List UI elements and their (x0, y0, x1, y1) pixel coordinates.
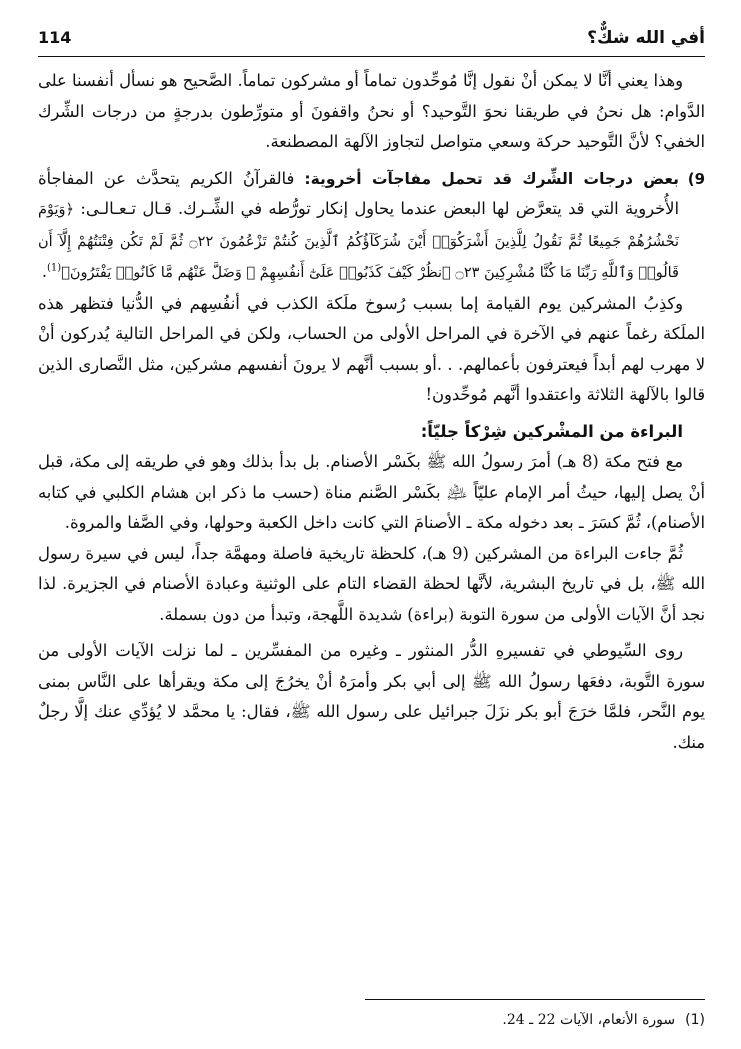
section-heading: البراءة من المشْركين شِرْكاً جليّاً: (420, 421, 683, 441)
item-9-lead: بعض درجات الشِّرك قد تحمل مفاجآت أخروية: (304, 169, 680, 188)
paragraph-suyuti: روى السِّيوطي في تفسيرهِ الدُّر المنثور ـ وغيره من المفسِّرين ـ لما نزلت الآيات الأولى من سورة التَّوبة، دفعَها رسولُ الله ﷺ إلى أبي بكر وأمرَهُ أنْ يخرُجَ إلى مكة ويقرأها على النَّاس بمنى يوم النَّحر، فلمَّا خرَجَ أبو بكر نزَلَ جبرائيل على رسول الله ﷺ، فقال: يا محمَّد لا يُؤدِّي عنك إلَّا رجلٌ منك. (38, 641, 705, 752)
footnote-item (38, 1010, 705, 1030)
paragraph-liars: وكذِبُ المشركين يوم القيامة إما بسبب رُسوخ ملَكة الكذب في أنفُسِهم في الدُّنيا فتظهر هذه الملَكة رغماً عنهم في الآخرة في المراحل الأولى من الحساب، ولكن في المراحل التالية يُدركون أنْ لا مهرب لهم أبداً فيعترفون بأعمالهم. . .أو بسبب أنَّهم لا يرونَ أنفسهم مشركين، مثل النَّصارى الذين قالوا بالآلهة الثلاثة واعتقدوا أنَّهم مُوحِّدون! (38, 293, 705, 404)
book-page (38, 22, 705, 1032)
running-title: أفي الله شكٌّ؟ (587, 28, 705, 48)
list-item-9 (38, 164, 705, 289)
footnote-divider (365, 999, 705, 1000)
page-number: 114 (38, 28, 72, 47)
paragraph-intro: وهذا يعني أنَّا لا يمكن أنْ نقول إنَّا مُوحِّدون تماماً أو مشركون تماماً. الصَّحيح هو نسأل أنفسنا على الدَّوام: هل نحنُ في طريقنا نحوَ التَّوحيد؟ أو نحنُ واقفونَ أو متورِّطون بدرجةٍ من درجات الشِّرك الخفي؟ لأنَّ التَّوحيد حركة وسعي متواصل لتجاوز الآلهة المصطنعة. (38, 71, 705, 151)
quran-quote: ﴿وَيَوْمَ نَحْشُرُهُمْ جَمِيعًا ثُمَّ نَقُولُ لِلَّذِينَ أَشْرَكُوٓا۟ أَيْنَ شُرَكَآؤُكُمُ ٱلَّذِينَ كُنتُمْ تَزْعُمُونَ ۝٢٢ ثُمَّ لَمْ تَكُن فِتْنَتُهُمْ إِلَّآ أَن قَالُوا۟ وَٱللَّهِ رَبِّنَا مَا كُنَّا مُشْرِكِينَ ۝٢٣ ٱنظُرْ كَيْفَ كَذَبُوا۟ عَلَىٰٓ أَنفُسِهِمْ ۚ وَضَلَّ عَنْهُم مَّا كَانُوا۟ يَفْتَرُونَ﴾ (38, 202, 679, 281)
footnotes (38, 1010, 705, 1030)
item-9-text: بعض درجات الشِّرك قد تحمل مفاجآت أخروية: فالقرآنُ الكريم يتحدَّث عن المفاجأة الأُخروية التي قد يتعرَّض لها البعض عندما يحاول إنكار تورُّطه في الشِّـرك. قـال تـعـالـى: ﴿وَيَوْمَ نَحْشُرُهُمْ جَمِيعًا ثُمَّ نَقُولُ لِلَّذِينَ أَشْرَكُوٓا۟ أَيْنَ شُرَكَآؤُكُمُ ٱلَّذِينَ كُنتُمْ تَزْعُمُونَ ۝٢٢ ثُمَّ لَمْ تَكُن فِتْنَتُهُمْ إِلَّآ أَن قَالُوا۟ وَٱللَّهِ رَبِّنَا مَا كُنَّا مُشْرِكِينَ ۝٢٣ ٱنظُرْ كَيْفَ كَذَبُوا۟ عَلَىٰٓ أَنفُسِهِمْ ۚ وَضَلَّ عَنْهُم مَّا كَانُوا۟ يَفْتَرُونَ﴾$^{(1)}$. (38, 168, 680, 281)
item-9-body: فالقرآنُ الكريم يتحدَّث عن المفاجأة الأُخروية التي قد يتعرَّض لها البعض عندما يحاول إنكار تورُّطه في الشِّـرك. قـال تـعـالـى: (38, 168, 679, 218)
paragraph-conquest: مع فتح مكة (8 هـ) أمرَ رسولُ الله ﷺ بكَسْر الأصنام. بل بدأ بذلك وهو في طريقه إلى مكة، قبل أنْ يصل إليها، حيثُ أمر الإمام عليّاً ﵇ بكَسْر الصَّنم مناة (حسب ما ذكر ابن هشام الكلبي في كتابه الأصنام)، ثُمَّ كسَرَ ـ بعد دخوله مكة ـ الأصنامَ التي كانت داخل الكعبة وحولها، وفي الصَّفا والمروة. (38, 452, 705, 532)
page-header (38, 22, 705, 57)
footnote-mark: (1) (685, 1012, 705, 1028)
page-body (38, 66, 705, 758)
item-number: 9) (687, 169, 705, 188)
footnote-reference[interactable]: (1) (47, 262, 62, 274)
footnote-text: سورة الأنعام، الآيات 22 ـ 24. (502, 1012, 676, 1028)
paragraph-bara: ثُمَّ جاءت البراءة من المشركين (9 هـ)، كلحظة تاريخية فاصلة ومهمَّة جداً، ليس في سيرة رسول الله ﷺ، بل في تاريخ البشرية، لأنَّها لحظة القضاء التام على الوثنية وعبادة الأصنام في الجزيرة. لذا نجد أنَّ الآيات الأولى من سورة التوبة (براءة) شديدة اللَّهجة، وتبدأ من دون بسملة. (38, 543, 705, 624)
